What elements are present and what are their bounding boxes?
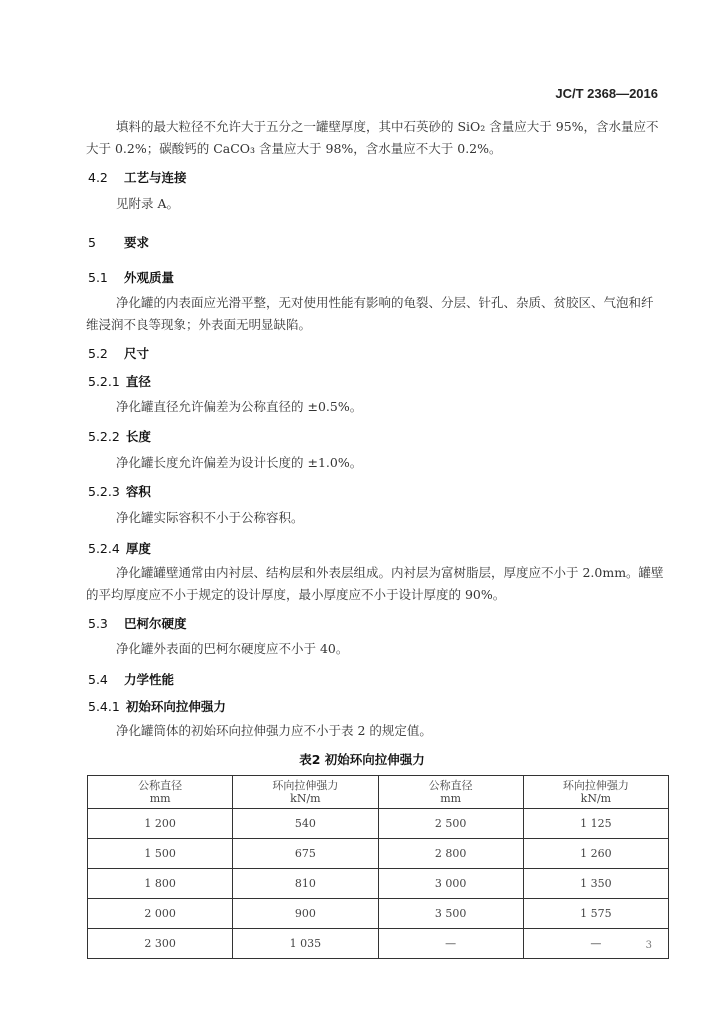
heading-number: 5.4.1: [88, 699, 120, 714]
process-paragraph: [86, 193, 666, 215]
table-cell: 1 350: [523, 869, 668, 899]
table-cell: 1 125: [523, 809, 668, 839]
heading-number: 5.2.1: [88, 374, 120, 389]
heading-title: 要求: [124, 235, 150, 250]
table-cell: —: [378, 929, 523, 959]
table-cell: 2 500: [378, 809, 523, 839]
strength-table: [87, 775, 669, 959]
heading-number: 5.2.2: [88, 429, 120, 444]
hardness-paragraph: [86, 638, 666, 660]
table-row: [88, 809, 669, 839]
process-text: 见附录 A。: [116, 196, 180, 211]
heading-number: 4.2: [88, 170, 108, 185]
heading-5-3: [88, 614, 187, 632]
volume-text: 净化罐实际容积不小于公称容积。: [116, 510, 304, 525]
page-number: 3: [645, 940, 652, 951]
heading-title: 厚度: [125, 541, 151, 556]
strength-text: 净化罐筒体的初始环向拉伸强力应不小于表 2 的规定值。: [116, 723, 432, 738]
heading-title: 容积: [125, 484, 151, 499]
thickness-line-1: 净化罐罐壁通常由内衬层、结构层和外表层组成。内衬层为富树脂层，厚度应不小于 2.0mm。罐壁: [116, 565, 664, 580]
heading-title: 外观质量: [124, 270, 175, 285]
heading-5-4: [88, 670, 174, 688]
table-header-cell: 公称直径 mm: [88, 776, 233, 809]
heading-title: 直径: [125, 374, 151, 389]
heading-4-2: [88, 168, 187, 186]
heading-5-2-1: [88, 372, 151, 390]
table-cell: 3 000: [378, 869, 523, 899]
heading-5-2-3: [88, 482, 151, 500]
heading-title: 初始环向拉伸强力: [125, 699, 226, 714]
heading-title: 长度: [125, 429, 151, 444]
appearance-line-2: 维浸润不良等现象；外表面无明显缺陷。: [86, 317, 312, 332]
length-text: 净化罐长度允许偏差为设计长度的 ±1.0%。: [116, 455, 363, 470]
table-row: [88, 929, 669, 959]
filler-paragraph: [86, 116, 666, 160]
appearance-line-1: 净化罐的内表面应光滑平整，无对使用性能有影响的龟裂、分层、针孔、杂质、贫胶区、气泡和纤: [116, 295, 654, 310]
heading-5-1: [88, 268, 174, 286]
heading-5-2: [88, 344, 149, 362]
filler-line-2: 大于 0.2%；碳酸钙的 CaCO₃ 含量应大于 98%，含水量应不大于 0.2%。: [86, 141, 502, 156]
table-cell: 3 500: [378, 899, 523, 929]
heading-number: 5.2: [88, 346, 108, 361]
table-cell: 1 035: [233, 929, 378, 959]
table-cell: 1 575: [523, 899, 668, 929]
heading-5-4-1: [88, 697, 226, 715]
table-cell: 1 800: [88, 869, 233, 899]
standard-code: JC/T 2368—2016: [555, 86, 658, 101]
heading-title: 巴柯尔硬度: [124, 616, 187, 631]
heading-5: [88, 233, 149, 251]
appearance-paragraph: [86, 292, 666, 336]
heading-number: 5.2.3: [88, 484, 120, 499]
thickness-line-2: 的平均厚度应不小于规定的设计厚度，最小厚度应不小于设计厚度的 90%。: [86, 587, 506, 602]
table-cell: 1 260: [523, 839, 668, 869]
table-cell: 2 000: [88, 899, 233, 929]
thickness-paragraph: [86, 562, 666, 606]
table-caption: 表2 初始环向拉伸强力: [299, 752, 425, 767]
table-cell: 675: [233, 839, 378, 869]
table-row: [88, 869, 669, 899]
table-cell: 2 800: [378, 839, 523, 869]
heading-title: 尺寸: [124, 346, 150, 361]
heading-title: 工艺与连接: [124, 170, 187, 185]
diameter-text: 净化罐直径允许偏差为公称直径的 ±0.5%。: [116, 399, 363, 414]
table-header-row: [88, 776, 669, 809]
table-cell: 2 300: [88, 929, 233, 959]
volume-paragraph: [86, 507, 666, 529]
heading-number: 5.3: [88, 616, 108, 631]
table-cell: 1 500: [88, 839, 233, 869]
table-cell: —: [523, 929, 668, 959]
heading-5-2-4: [88, 539, 151, 557]
table-cell: 810: [233, 869, 378, 899]
heading-5-2-2: [88, 427, 151, 445]
heading-title: 力学性能: [124, 672, 175, 687]
diameter-paragraph: [86, 396, 666, 418]
table-cell: 540: [233, 809, 378, 839]
table-row: [88, 839, 669, 869]
strength-paragraph: [86, 720, 666, 742]
hardness-text: 净化罐外表面的巴柯尔硬度应不小于 40。: [116, 641, 349, 656]
length-paragraph: [86, 452, 666, 474]
table-header-cell: 环向拉伸强力 kN/m: [233, 776, 378, 809]
filler-line-1: 填料的最大粒径不允许大于五分之一罐壁厚度，其中石英砂的 SiO₂ 含量应大于 95%，含水量应不: [116, 119, 659, 134]
heading-number: 5.2.4: [88, 541, 120, 556]
heading-number: 5.4: [88, 672, 108, 687]
table-header-cell: 环向拉伸强力 kN/m: [523, 776, 668, 809]
heading-number: 5.1: [88, 270, 108, 285]
table-row: [88, 899, 669, 929]
table-cell: 1 200: [88, 809, 233, 839]
table-header-cell: 公称直径 mm: [378, 776, 523, 809]
heading-number: 5: [88, 235, 96, 250]
table-cell: 900: [233, 899, 378, 929]
